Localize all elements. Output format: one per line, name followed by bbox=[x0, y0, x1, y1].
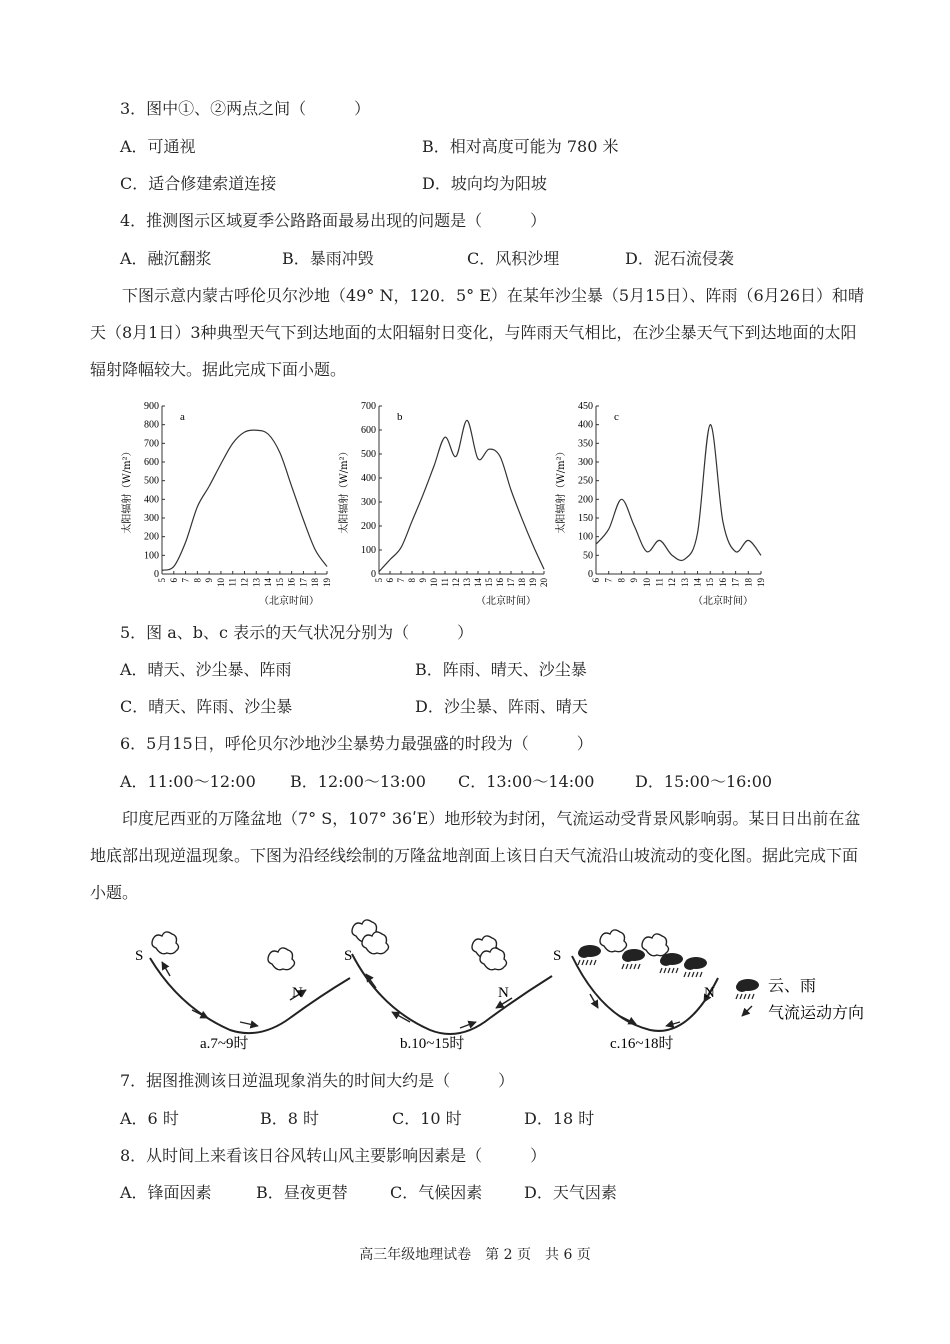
y-tick-label: 350 bbox=[578, 438, 593, 450]
x-tick-label: 7 bbox=[396, 578, 406, 583]
q3-stem: 3．图中①、②两点之间（ ） bbox=[120, 99, 371, 118]
y-tick-label: 500 bbox=[144, 475, 159, 487]
x-tick-label: 11 bbox=[227, 578, 238, 587]
x-tick-label: 9 bbox=[204, 578, 215, 583]
q5-option-c: C．晴天、阵雨、沙尘暴 bbox=[120, 697, 293, 716]
x-tick-label: 11 bbox=[440, 578, 450, 587]
series-line bbox=[379, 420, 544, 571]
x-tick-label: 9 bbox=[629, 578, 640, 583]
y-tick-label: 300 bbox=[361, 497, 376, 508]
diagram-panel-b bbox=[344, 920, 552, 1052]
y-tick-label: 400 bbox=[361, 473, 376, 484]
y-tick-label: 400 bbox=[144, 494, 159, 506]
x-tick-label: 18 bbox=[310, 578, 321, 587]
x-tick-label: 17 bbox=[298, 578, 309, 587]
x-tick-label: 12 bbox=[451, 578, 461, 587]
diagram-legend bbox=[736, 976, 864, 1022]
x-tick-label: 14 bbox=[692, 578, 703, 587]
y-tick-label: 50 bbox=[583, 550, 593, 562]
y-axis-label: 太阳辐射（W/m²） bbox=[339, 446, 350, 534]
x-tick-label: 10 bbox=[215, 578, 226, 587]
x-tick-label: 8 bbox=[407, 578, 417, 583]
q4-stem: 4．推测图示区域夏季公路路面最易出现的问题是（ ） bbox=[120, 211, 547, 230]
x-tick-label: 14 bbox=[473, 578, 483, 587]
q3-option-d: D．坡向均为阳坡 bbox=[422, 174, 547, 193]
q6-option-b: B．12:00～13:00 bbox=[290, 772, 426, 791]
y-tick-label: 600 bbox=[361, 425, 376, 436]
chart-c bbox=[552, 398, 777, 608]
x-tick-label: 16 bbox=[286, 578, 297, 587]
x-tick-label: 7 bbox=[180, 578, 191, 583]
y-tick-label: 450 bbox=[578, 401, 593, 412]
y-tick-label: 100 bbox=[361, 545, 376, 556]
y-tick-label: 800 bbox=[144, 419, 159, 431]
x-tick-label: 11 bbox=[654, 578, 665, 587]
x-tick-label: 19 bbox=[528, 578, 538, 587]
y-axis-label: 太阳辐射（W/m²） bbox=[122, 446, 133, 534]
x-tick-label: 19 bbox=[322, 578, 332, 587]
legend-cloud-rain: 云、雨 bbox=[768, 976, 817, 995]
q8-option-b: B．昼夜更替 bbox=[256, 1183, 348, 1202]
x-tick-label: 16 bbox=[495, 578, 505, 587]
y-tick-label: 200 bbox=[144, 531, 159, 543]
x-axis-label: （北京时间） bbox=[476, 596, 536, 607]
y-tick-label: 0 bbox=[588, 569, 593, 580]
diagram-c-n-label: N bbox=[704, 985, 715, 1001]
chart-a bbox=[118, 398, 343, 608]
y-tick-label: 500 bbox=[361, 449, 376, 460]
q5-option-d: D．沙尘暴、阵雨、晴天 bbox=[415, 697, 588, 716]
y-tick-label: 300 bbox=[578, 457, 593, 468]
x-tick-label: 15 bbox=[274, 578, 285, 587]
y-tick-label: 700 bbox=[144, 438, 159, 450]
x-tick-label: 18 bbox=[743, 578, 754, 587]
y-tick-label: 0 bbox=[371, 569, 376, 580]
y-tick-label: 150 bbox=[578, 513, 593, 524]
y-tick-label: 200 bbox=[578, 494, 593, 506]
q7-option-a: A．6 时 bbox=[120, 1109, 179, 1128]
x-tick-label: 12 bbox=[239, 578, 250, 587]
x-tick-label: 18 bbox=[517, 578, 527, 587]
x-tick-label: 14 bbox=[263, 578, 274, 587]
q4-option-a: A．融沉翻浆 bbox=[120, 249, 212, 268]
q7-option-b: B．8 时 bbox=[260, 1109, 320, 1128]
diagram-b-caption: b.10~15时 bbox=[400, 1036, 465, 1052]
x-tick-label: 5 bbox=[157, 578, 167, 583]
x-tick-label: 17 bbox=[506, 578, 516, 587]
q6-option-a: A．11:00～12:00 bbox=[120, 772, 256, 791]
q3-option-b: B．相对高度可能为 780 米 bbox=[422, 137, 619, 156]
q3-option-a: A．可通视 bbox=[120, 137, 196, 156]
diagram-b-s-label: S bbox=[344, 948, 353, 964]
q6-option-c: C．13:00～14:00 bbox=[458, 772, 595, 791]
legend-flow-direction: 气流运动方向 bbox=[768, 1003, 865, 1022]
x-tick-label: 16 bbox=[717, 578, 728, 587]
series-line bbox=[162, 430, 327, 570]
y-tick-label: 900 bbox=[144, 401, 159, 412]
series-line bbox=[596, 425, 761, 561]
x-tick-label: 6 bbox=[591, 578, 601, 583]
intro-paragraph-2: 印度尼西亚的万隆盆地（7° S，107° 36ʹE）地形较为封闭，气流运动受背景风影响弱。某日日出前在盆地底部出现逆温现象。下图为沿经线绘制的万隆盆地剖面上该日白天气流沿山坡流动的变化图。据此完成下面小题。 bbox=[90, 809, 861, 902]
panel-label: c bbox=[614, 411, 619, 423]
q3-option-c: C．适合修建索道连接 bbox=[120, 174, 277, 193]
panel-label: a bbox=[180, 411, 185, 423]
diagram-a-s-label: S bbox=[135, 948, 144, 964]
diagram-a-n-label: N bbox=[292, 985, 303, 1001]
q7-option-c: C．10 时 bbox=[392, 1109, 462, 1128]
chart-b bbox=[335, 398, 560, 608]
y-tick-label: 700 bbox=[361, 401, 376, 412]
y-tick-label: 300 bbox=[144, 513, 159, 524]
q5-option-a: A．晴天、沙尘暴、阵雨 bbox=[120, 660, 292, 679]
y-tick-label: 400 bbox=[578, 419, 593, 431]
q8-stem: 8．从时间上来看该日谷风转山风主要影响因素是（ ） bbox=[120, 1146, 547, 1165]
q8-option-c: C．气候因素 bbox=[390, 1183, 483, 1202]
y-tick-label: 600 bbox=[144, 457, 159, 468]
q8-option-d: D．天气因素 bbox=[524, 1183, 617, 1202]
panel-label: b bbox=[397, 411, 403, 423]
x-axis-label: （北京时间） bbox=[693, 596, 753, 607]
q8-option-a: A．锋面因素 bbox=[120, 1183, 212, 1202]
intro-paragraph-1: 下图示意内蒙古呼伦贝尔沙地（49° N，120．5° E）在某年沙尘暴（5月15日）、阵雨（6月26日）和晴天（8月1日）3种典型天气下到达地面的太阳辐射日变化，与阵雨天气相比，在沙尘暴天气下到达地面的太阳辐射降幅较大。据此完成下面小题。 bbox=[90, 286, 865, 379]
x-tick-label: 15 bbox=[484, 578, 494, 587]
x-tick-label: 9 bbox=[418, 578, 428, 583]
q5-stem: 5．图 a、b、c 表示的天气状况分别为（ ） bbox=[120, 623, 474, 642]
diagram-c-caption: c.16~18时 bbox=[610, 1036, 674, 1052]
q7-stem: 7．据图推测该日逆温现象消失的时间大约是（ ） bbox=[120, 1071, 515, 1090]
diagram-panel-c bbox=[553, 930, 725, 1052]
x-tick-label: 6 bbox=[168, 578, 179, 583]
x-tick-label: 13 bbox=[679, 578, 690, 587]
q4-option-c: C．风积沙埋 bbox=[467, 249, 560, 268]
x-tick-label: 10 bbox=[429, 578, 439, 587]
x-tick-label: 15 bbox=[705, 578, 716, 587]
q4-option-d: D．泥石流侵袭 bbox=[625, 249, 734, 268]
page-footer: 高三年级地理试卷 第 2 页 共 6 页 bbox=[359, 1247, 591, 1263]
diagram-b-n-label: N bbox=[498, 985, 509, 1001]
x-tick-label: 8 bbox=[616, 578, 627, 583]
q7-option-d: D．18 时 bbox=[524, 1109, 595, 1128]
x-tick-label: 10 bbox=[641, 578, 652, 587]
y-tick-label: 0 bbox=[154, 569, 159, 580]
q6-option-d: D．15:00～16:00 bbox=[635, 772, 773, 791]
q4-option-b: B．暴雨冲毁 bbox=[282, 249, 374, 268]
x-tick-label: 13 bbox=[251, 578, 262, 587]
q6-stem: 6．5月15日，呼伦贝尔沙地沙尘暴势力最强盛的时段为（ ） bbox=[120, 734, 593, 753]
x-tick-label: 13 bbox=[462, 578, 472, 587]
x-tick-label: 5 bbox=[374, 578, 384, 583]
x-axis-label: （北京时间） bbox=[259, 596, 319, 607]
diagram-c-s-label: S bbox=[553, 948, 562, 964]
diagram-panel-a bbox=[135, 932, 353, 1052]
airflow-diagram bbox=[120, 918, 890, 1058]
y-tick-label: 100 bbox=[144, 550, 159, 562]
x-tick-label: 12 bbox=[667, 578, 678, 587]
y-axis-label: 太阳辐射（W/m²） bbox=[556, 446, 567, 534]
q5-option-b: B．阵雨、晴天、沙尘暴 bbox=[415, 660, 587, 679]
x-tick-label: 8 bbox=[192, 578, 203, 583]
x-tick-label: 20 bbox=[539, 578, 549, 587]
x-tick-label: 17 bbox=[730, 578, 741, 587]
y-tick-label: 100 bbox=[578, 531, 593, 543]
y-tick-label: 250 bbox=[578, 475, 593, 487]
y-tick-label: 200 bbox=[361, 521, 376, 532]
x-tick-label: 19 bbox=[756, 578, 766, 587]
x-tick-label: 7 bbox=[603, 578, 614, 583]
diagram-a-caption: a.7~9时 bbox=[200, 1036, 249, 1052]
x-tick-label: 6 bbox=[385, 578, 395, 583]
